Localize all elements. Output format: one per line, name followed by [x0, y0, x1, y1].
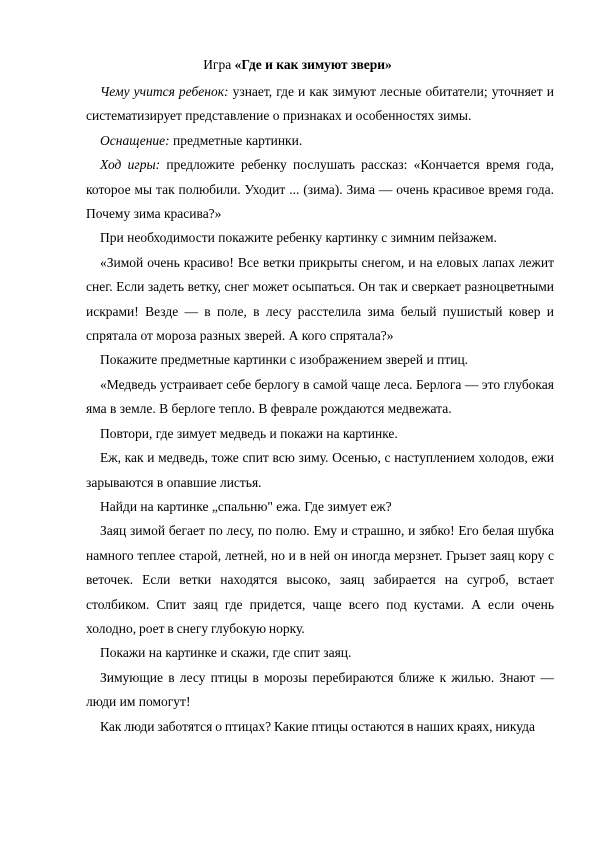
- paragraph-winter-story: [86, 251, 554, 349]
- paragraph-equipment: [86, 129, 554, 153]
- paragraph-birds-question: [86, 715, 554, 739]
- paragraph-text: Заяц зимой бегает по лесу, по полю. Ему и страшно, и зябко! Его белая шубка намного теплее старой, летней, но и в ней он иногда мерзнет. Грызет заяц кору с веточек. Если ветки находятся высоко, заяц забирается на сугроб, встает столбиком. Спит заяц где придется, чаще всего под кустами. А если очень холодно, роет в снегу глубокую норку.: [86, 523, 554, 636]
- paragraph-label: Ход игры:: [100, 157, 161, 173]
- paragraph-text: предметные картинки.: [169, 132, 303, 148]
- title-prefix: Игра: [203, 57, 235, 72]
- paragraph-hedgehog: [86, 446, 554, 495]
- paragraph-hedgehog-question: [86, 495, 554, 519]
- paragraph-hare-question: [86, 641, 554, 665]
- paragraph-label: Оснащение:: [100, 132, 170, 148]
- paragraph-show-landscape: [86, 226, 554, 250]
- paragraph-hare: [86, 519, 554, 641]
- paragraph-text: Покажи на картинке и скажи, где спит заяц.: [100, 645, 352, 661]
- document-body: [86, 80, 554, 739]
- paragraph-text: Еж, как и медведь, тоже спит всю зиму. Осенью, с наступлением холодов, ежи зарываются в опавшие листья.: [86, 450, 554, 490]
- paragraph-birds: [86, 666, 554, 715]
- paragraph-label: Чему учится ребенок:: [100, 84, 229, 99]
- paragraph-text: Покажите предметные картинки с изображением зверей и птиц.: [100, 352, 469, 368]
- paragraph-text: предложите ребенку послушать рассказ: «Кончается время года, которое мы так полюбили. Уходит ... (зима). Зима — очень красивое время года. Почему зима красива?»: [86, 157, 554, 222]
- paragraph-text: Найди на картинке „спальню" ежа. Где зимует еж?: [100, 498, 392, 514]
- paragraph-text: узнает, где и как зимуют лесные обитатели; уточняет и систематизирует представление о признаках и особенностях зимы.: [86, 84, 554, 124]
- paragraph-bear-question: [86, 422, 554, 446]
- paragraph-text: Зимующие в лесу птицы в морозы перебираются ближе к жилью. Знают — люди им помогут!: [86, 669, 554, 710]
- paragraph-game-procedure: [86, 153, 554, 226]
- paragraph-text: При необходимости покажите ребенку картинку с зимним пейзажем.: [100, 230, 497, 246]
- paragraph-text: «Медведь устраивает себе берлогу в самой чаще леса. Берлога — это глубокая яма в земле. В берлоге тепло. В феврале рождаются медвежата.: [86, 376, 554, 417]
- paragraph-text: Как люди заботятся о птицах? Какие птицы остаются в наших краях, никуда: [100, 718, 535, 734]
- paragraph-text: «Зимой очень красиво! Все ветки прикрыты снегом, и на еловых лапах лежит снег. Если задеть ветку, снег может осыпаться. Он так и сверкает разноцветными искрами! Везде — в поле, в лесу расстелила зима белый пушистый ковер и спрятала от мороза разных зверей. А кого спрятала?»: [86, 254, 554, 344]
- paragraph-bear: [86, 373, 554, 422]
- paragraph-learning-goal: [86, 80, 554, 129]
- title-game-name: «Где и как зимуют звери»: [234, 57, 392, 72]
- document-title: [0, 56, 595, 74]
- paragraph-text: Повтори, где зимует медведь и покажи на картинке.: [100, 425, 398, 441]
- paragraph-show-animals: [86, 348, 554, 372]
